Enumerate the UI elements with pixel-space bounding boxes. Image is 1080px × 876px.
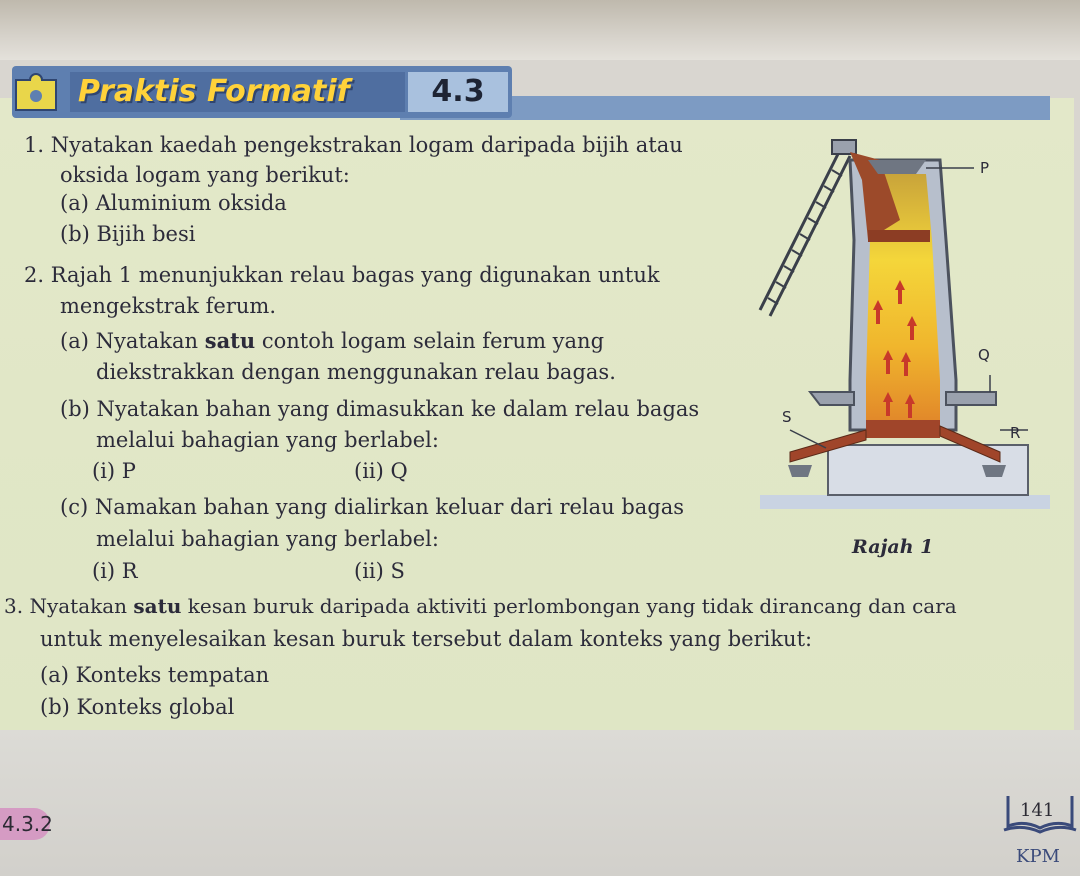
- q2-line1: 2. Rajah 1 menunjukkan relau bagas yang digunakan untuk: [24, 263, 660, 287]
- q2-part-a: [60, 328, 604, 354]
- q2-part-c-line1: (c) Namakan bahan yang dialirkan keluar dari relau bagas: [60, 495, 685, 519]
- q1-part-a: (a) Aluminium oksida: [60, 191, 287, 215]
- tuyere-left: [810, 392, 854, 405]
- publisher: KPM: [1016, 846, 1060, 867]
- page-top-edge: [0, 0, 1080, 60]
- figure-caption: Rajah 1: [852, 536, 934, 558]
- ladle-right: [982, 465, 1006, 477]
- q2-part-b-ii: (ii) Q: [354, 459, 408, 483]
- section-title: Praktis Formatif: [70, 72, 405, 112]
- hearth: [866, 420, 940, 438]
- q3-suffix: kesan buruk daripada aktiviti perlombongan yang tidak dirancang dan cara: [181, 594, 957, 618]
- charge-layer: [868, 230, 930, 242]
- label-s: S: [782, 408, 792, 426]
- q1-line2: oksida logam yang berikut:: [60, 163, 350, 187]
- blast-furnace-diagram: [750, 130, 1050, 515]
- q2-part-b-i: (i) P: [92, 459, 136, 483]
- q2-part-b-line2: melalui bahagian yang berlabel:: [96, 428, 439, 452]
- q2-part-c-i: (i) R: [92, 559, 138, 583]
- ground: [760, 495, 1050, 509]
- header-puzzle-icon: [12, 70, 60, 114]
- furnace-top: [868, 160, 926, 174]
- q3-prefix: 3. Nyatakan: [4, 594, 134, 618]
- section-number: 4.3: [408, 72, 508, 112]
- tuyere-right: [946, 392, 996, 405]
- q2a-bold: satu: [204, 328, 256, 353]
- q2-part-b-line1: (b) Nyatakan bahan yang dimasukkan ke dalam relau bagas: [60, 397, 700, 421]
- page-number: 141: [1020, 800, 1055, 821]
- q1-part-b: (b) Bijih besi: [60, 222, 196, 246]
- q3-part-b: (b) Konteks global: [40, 695, 235, 719]
- q3-bold: satu: [133, 594, 182, 618]
- q2a-suffix: contoh logam selain ferum yang: [255, 329, 605, 353]
- q1-line1: 1. Nyatakan kaedah pengekstrakan logam daripada bijih atau: [24, 133, 683, 157]
- q2-part-c-line2: melalui bahagian yang berlabel:: [96, 527, 439, 551]
- page-bottom: [0, 730, 1080, 876]
- label-p: P: [980, 159, 990, 177]
- label-q: Q: [978, 346, 990, 364]
- q3-part-a: (a) Konteks tempatan: [40, 663, 270, 687]
- q3-line2: untuk menyelesaikan kesan buruk tersebut dalam konteks yang berikut:: [40, 627, 813, 651]
- learning-standard-code: 4.3.2: [0, 808, 50, 840]
- q2-part-a-line2: diekstrakkan dengan menggunakan relau bagas.: [96, 360, 616, 384]
- label-r: R: [1010, 424, 1021, 442]
- skip-hoist: [760, 140, 856, 316]
- q2-part-c-ii: (ii) S: [354, 559, 405, 583]
- ladle-left: [788, 465, 812, 477]
- q2-line2: mengekstrak ferum.: [60, 294, 276, 318]
- q2a-prefix: (a) Nyatakan: [60, 329, 205, 353]
- q3-line1: [4, 593, 957, 619]
